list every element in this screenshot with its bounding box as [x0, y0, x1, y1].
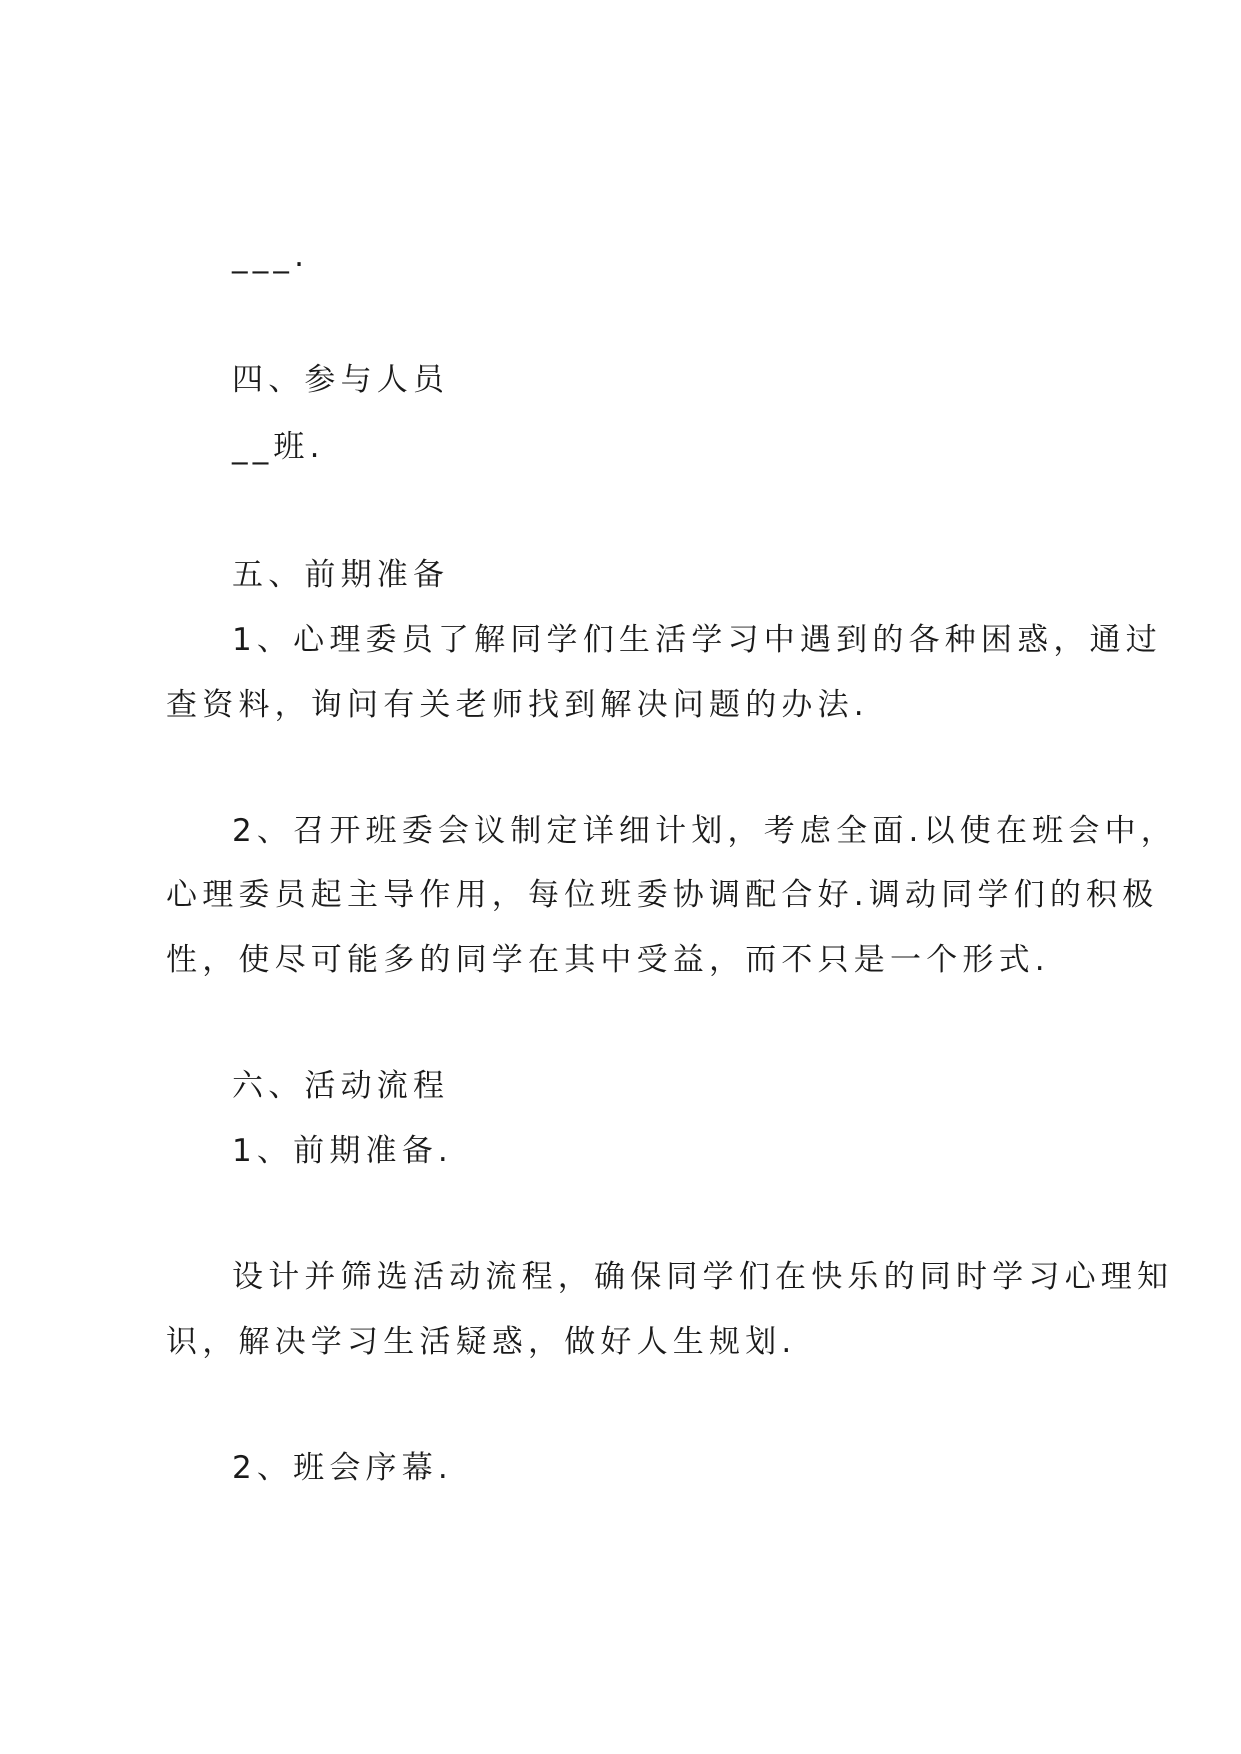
- preparation-item-1-line-2: 查资料，询问有关老师找到解决问题的办法.: [166, 687, 869, 723]
- process-item-1: 1、前期准备.: [232, 1133, 453, 1169]
- process-paragraph-line-2: 识，解决学习生活疑惑，做好人生规划.: [166, 1324, 797, 1360]
- preparation-item-1-line-1: 1、心理委员了解同学们生活学习中遇到的各种困惑，通过: [232, 622, 1162, 658]
- participants-text: __班.: [232, 429, 325, 465]
- preparation-item-2-line-3: 性，使尽可能多的同学在其中受益，而不只是一个形式.: [166, 942, 1050, 978]
- preparation-item-2-line-2: 心理委员起主导作用，每位班委协调配合好.调动同学们的积极: [166, 877, 1159, 913]
- section-heading-participants: 四、参与人员: [232, 362, 450, 398]
- blank-line: ___.: [232, 238, 310, 274]
- process-item-2: 2、班会序幕.: [232, 1450, 453, 1486]
- section-heading-preparation: 五、前期准备: [232, 557, 450, 593]
- preparation-item-2-line-1: 2、召开班委会议制定详细计划，考虑全面.以使在班会中，: [232, 813, 1177, 849]
- process-paragraph-line-1: 设计并筛选活动流程，确保同学们在快乐的同时学习心理知: [232, 1259, 1174, 1295]
- section-heading-process: 六、活动流程: [232, 1068, 450, 1104]
